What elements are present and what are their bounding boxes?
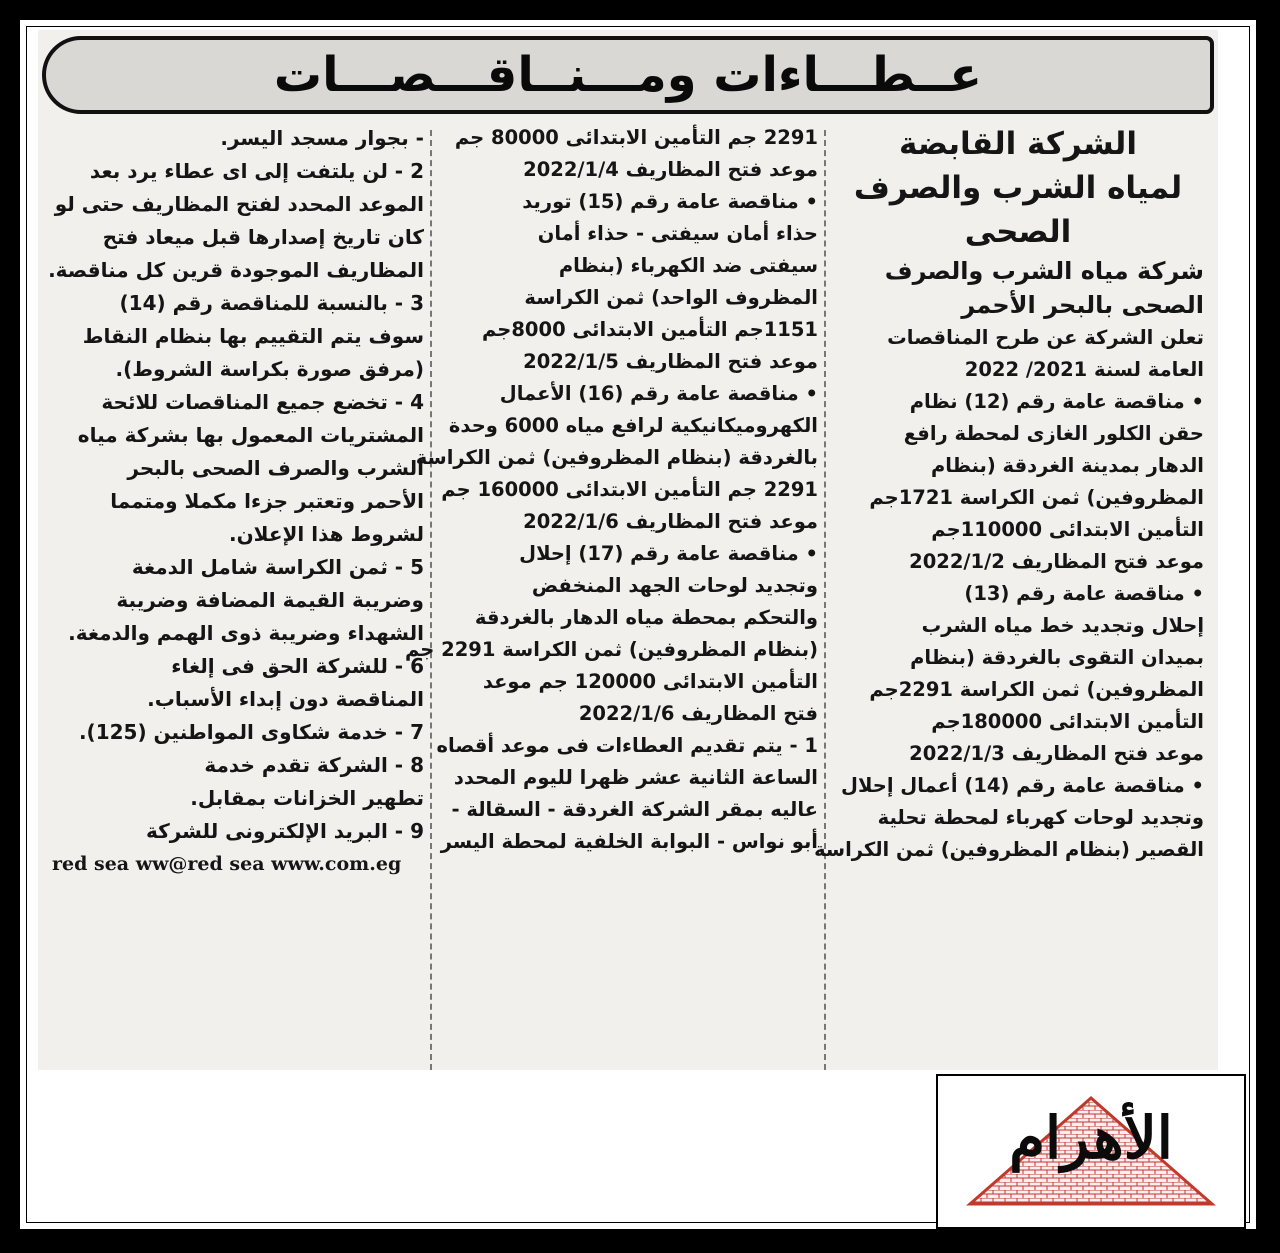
text-line: - بجوار مسجد اليسر. xyxy=(220,126,424,150)
column-right xyxy=(814,122,1204,1070)
logo-box xyxy=(936,1074,1246,1229)
text-line: (مرفق صورة بكراسة الشروط). xyxy=(115,357,424,381)
text-line: وتجديد لوحات كهرباء لمحطة تحلية xyxy=(877,806,1204,829)
text-line: 8 - الشركة تقدم خدمة xyxy=(204,753,424,777)
text-line: أبو نواس - البوابة الخلفية لمحطة اليسر xyxy=(440,830,818,853)
text-line: المظروفين) ثمن الكراسة 1721جم xyxy=(869,486,1204,509)
text-line: التأمين الابتدائى 120000 جم موعد xyxy=(482,670,818,693)
text-line: حقن الكلور الغازى لمحطة رافع xyxy=(903,422,1204,445)
newspaper-clipping xyxy=(38,30,1218,1070)
text-line: التأمين الابتدائى 180000جم xyxy=(931,710,1204,733)
text-line: حذاء أمان سيفتى - حذاء أمان xyxy=(537,222,818,245)
text-line: 5 - ثمن الكراسة شامل الدمغة xyxy=(131,555,424,579)
text-line: وتجديد لوحات الجهد المنخفض xyxy=(531,574,818,597)
text-line: 4 - تخضع جميع المناقصات للائحة xyxy=(101,390,424,414)
text-line: 9 - البريد الإلكترونى للشركة xyxy=(145,819,424,843)
column-divider xyxy=(430,130,432,1070)
text-line: • مناقصة عامة رقم (16) الأعمال xyxy=(499,382,818,405)
text-line: • مناقصة عامة رقم (13) xyxy=(964,582,1204,605)
text-line: موعد فتح المظاريف 2022/1/2 xyxy=(909,550,1204,573)
text-line: الدهار بمدينة الغردقة (بنظام xyxy=(930,454,1204,477)
text-line: موعد فتح المظاريف 2022/1/6 xyxy=(523,510,818,533)
text-line: • مناقصة عامة رقم (15) توريد xyxy=(522,190,818,213)
company-title-line: الصحى xyxy=(964,214,1072,250)
text-line: الأحمر وتعتبر جزءا مكملا ومتمما xyxy=(110,489,424,513)
text-line: موعد فتح المظاريف 2022/1/4 xyxy=(523,158,818,181)
text-line: تعلن الشركة عن طرح المناقصات xyxy=(887,326,1204,349)
text-line: بميدان التقوى بالغردقة (بنظام xyxy=(910,646,1204,669)
text-line: القصير (بنظام المظروفين) ثمن الكراسة xyxy=(814,838,1204,861)
text-line: 6 - للشركة الحق فى إلغاء xyxy=(171,654,424,678)
text-line: 2291 جم التأمين الابتدائى 160000 جم xyxy=(441,478,818,501)
newspaper-logo: الأهرام xyxy=(1009,1104,1173,1172)
text-line: الشرب والصرف الصحى بالبحر xyxy=(127,456,424,480)
text-line: 1151جم التأمين الابتدائى 8000جم xyxy=(482,318,818,341)
text-line: 2 - لن يلتفت إلى اى عطاء يرد بعد xyxy=(89,159,424,183)
text-line: عاليه بمقر الشركة الغردقة - السقالة - xyxy=(451,798,818,821)
text-line: (بنظام المظروفين) ثمن الكراسة 2291 جم xyxy=(404,638,818,661)
text-line: موعد فتح المظاريف 2022/1/5 xyxy=(523,350,818,373)
text-line: • مناقصة عامة رقم (12) نظام xyxy=(909,390,1204,413)
text-line: لشروط هذا الإعلان. xyxy=(229,522,424,546)
text-line: الموعد المحدد لفتح المظاريف حتى لو xyxy=(54,192,424,216)
section-title: عــطـــاءات ومـــنــاقـــصـــات xyxy=(273,47,983,103)
text-line: • مناقصة عامة رقم (17) إحلال xyxy=(519,542,818,565)
text-line: فتح المظاريف 2022/1/6 xyxy=(578,702,818,725)
text-line: إحلال وتجديد خط مياه الشرب xyxy=(921,614,1204,637)
column-middle xyxy=(404,122,818,1070)
column-left xyxy=(48,122,424,1070)
text-line: الصحى بالبحر الأحمر xyxy=(961,291,1204,319)
text-line: 2291 جم التأمين الابتدائى 80000 جم xyxy=(454,126,818,149)
text-line: سوف يتم التقييم بها بنظام النقاط xyxy=(82,324,424,348)
text-line: كان تاريخ إصدارها قبل ميعاد فتح xyxy=(102,225,424,249)
company-title-line: لمياه الشرب والصرف xyxy=(853,170,1183,206)
text-line: الشهداء وضريبة ذوى الهمم والدمغة. xyxy=(68,621,424,645)
text-line: 3 - بالنسبة للمناقصة رقم (14) xyxy=(119,291,424,315)
text-line: تطهير الخزانات بمقابل. xyxy=(190,786,424,810)
text-line: المظروف الواحد) ثمن الكراسة xyxy=(524,286,818,309)
text-line: • مناقصة عامة رقم (14) أعمال إحلال xyxy=(841,774,1204,797)
text-line: بالغردقة (بنظام المظروفين) ثمن الكراسة xyxy=(415,446,818,469)
text-line: والتحكم بمحطة مياه الدهار بالغردقة xyxy=(474,606,818,629)
text-line: العامة لسنة 2021/ 2022 xyxy=(964,358,1204,381)
text-line: المشتريات المعمول بها بشركة مياه xyxy=(77,423,424,447)
text-line: المظاريف الموجودة قرين كل مناقصة. xyxy=(48,258,424,282)
text-line: سيفتى ضد الكهرباء (بنظام xyxy=(558,254,818,277)
text-line: الساعة الثانية عشر ظهرا لليوم المحدد xyxy=(453,766,818,789)
company-email: red sea ww@red sea www.com.eg xyxy=(52,853,402,875)
text-line: 7 - خدمة شكاوى المواطنين (125). xyxy=(78,720,424,744)
company-title-line: الشركة القابضة xyxy=(899,126,1137,162)
text-line: الكهروميكانيكية لرافع مياه 6000 وحدة xyxy=(448,414,818,437)
text-line: وضريبة القيمة المضافة وضريبة xyxy=(116,588,424,612)
text-line: شركة مياه الشرب والصرف xyxy=(884,257,1204,285)
text-line: المناقصة دون إبداء الأسباب. xyxy=(147,687,424,711)
text-line: التأمين الابتدائى 110000جم xyxy=(931,518,1204,541)
section-header xyxy=(42,36,1214,114)
text-line: موعد فتح المظاريف 2022/1/3 xyxy=(909,742,1204,765)
text-line: المظروفين) ثمن الكراسة 2291جم xyxy=(869,678,1204,701)
text-line: 1 - يتم تقديم العطاءات فى موعد أقصاه xyxy=(436,734,818,757)
column-divider xyxy=(824,130,826,1070)
